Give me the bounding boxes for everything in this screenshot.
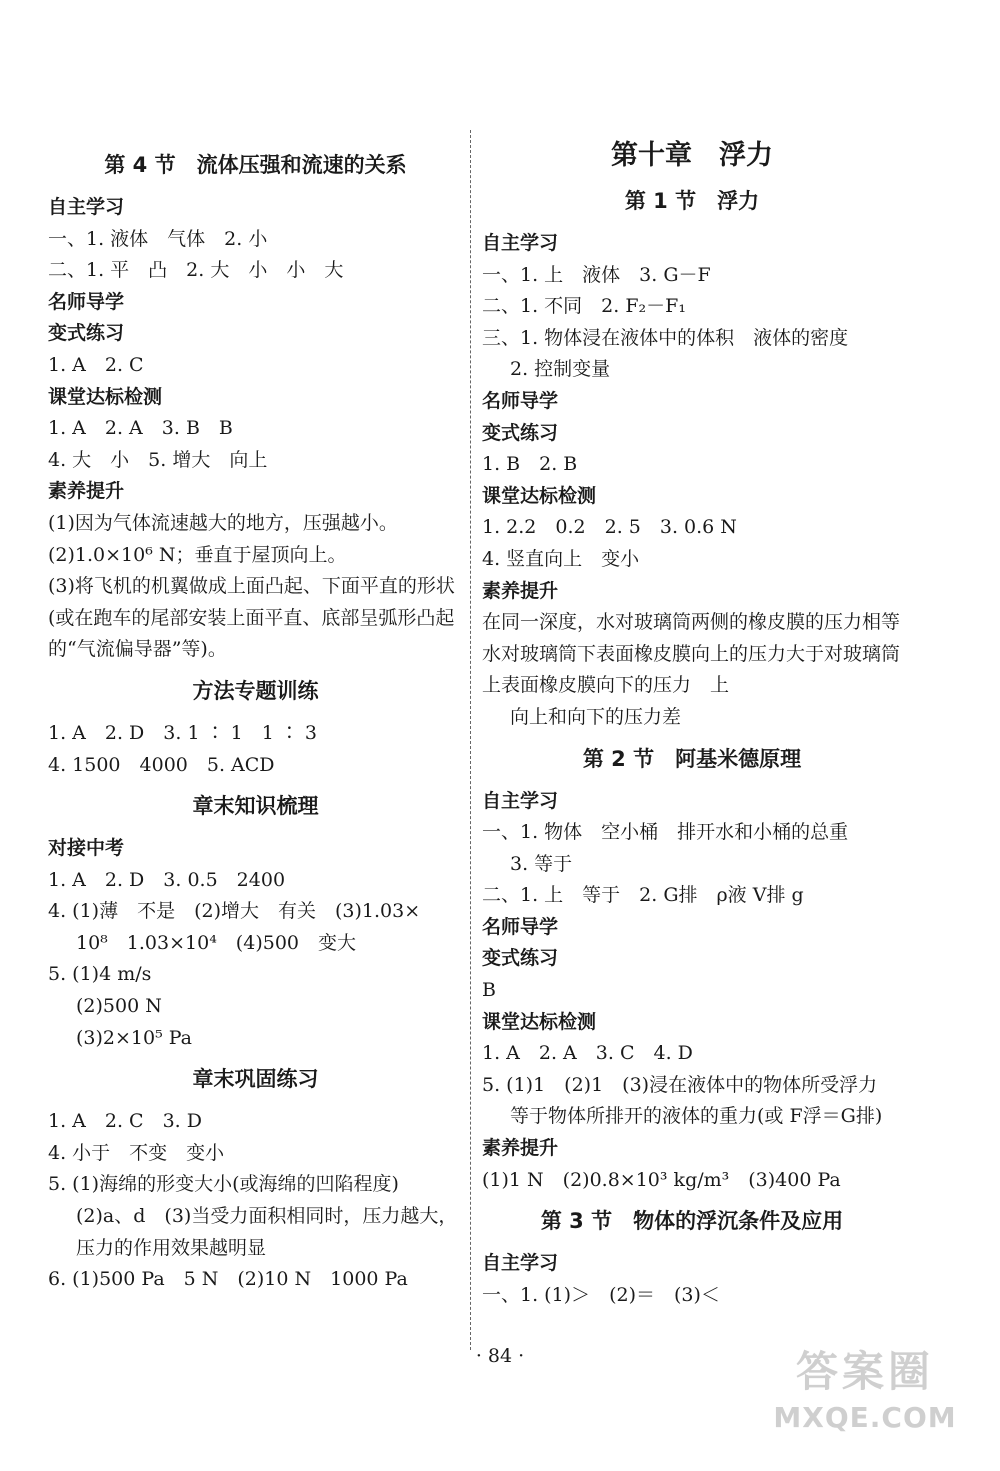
- section-title: 第 4 节 流体压强和流速的关系: [104, 153, 407, 177]
- watermark-site: MXQE.COM: [773, 1401, 957, 1434]
- answer-line: 压力的作用效果越明显: [76, 1236, 267, 1259]
- answer-line: 向上和向下的压力差: [510, 705, 682, 728]
- subsection-heading: 自主学习: [482, 232, 559, 254]
- right-column: [482, 140, 920, 1311]
- answer-line: 1. 2.2 0.2 2. 5 3. 0.6 N: [482, 516, 737, 539]
- column-divider: [470, 130, 471, 1350]
- answer-line: 二、1. 平 凸 2. 大 小 小 大: [48, 259, 344, 282]
- answer-paragraph: 在同一深度，水对玻璃筒两侧的橡皮膜的压力相等 水对玻璃筒下表面橡皮膜向上的压力大于对玻璃筒上表面橡皮膜向下的压力 上: [482, 611, 920, 697]
- answer-line: 4. (1)薄 不是 (2)增大 有关 (3)1.03×: [48, 900, 421, 923]
- subsection-heading: 素养提升: [482, 579, 559, 602]
- subsection-heading: 课堂达标检测: [482, 484, 597, 507]
- answer-line: 2. 控制变量: [510, 358, 611, 381]
- section-content: [482, 1248, 902, 1311]
- answer-line: 二、1. 不同 2. F₂－F₁: [482, 295, 686, 318]
- section-content: [48, 718, 463, 781]
- subsection-heading: 对接中考: [48, 837, 125, 860]
- section-content: [48, 833, 463, 1054]
- answer-line: 4. 小于 不变 变小: [48, 1141, 225, 1164]
- answer-line: 一、1. 物体 空小桶 排开水和小桶的总重: [482, 821, 849, 844]
- watermark: [760, 1343, 970, 1453]
- subsection-heading: 变式练习: [48, 322, 125, 345]
- answer-line: 一、1. (1)＞ (2)＝ (3)＜: [482, 1283, 720, 1306]
- section-content: [48, 192, 463, 666]
- watermark-logo: 答案圈: [795, 1347, 934, 1396]
- answer-line: 6. (1)500 Pa 5 N (2)10 N 1000 Pa: [48, 1268, 408, 1291]
- answer-line: (2)500 N: [76, 995, 162, 1018]
- answer-line: (1)1 N (2)0.8×10³ kg/m³ (3)400 Pa: [482, 1168, 841, 1191]
- answer-line: 一、1. 上 液体 3. G－F: [482, 263, 711, 286]
- answer-line: 4. 大 小 5. 增大 向上: [48, 448, 268, 471]
- subsection-heading: 自主学习: [482, 789, 559, 812]
- answer-line: 5. (1)4 m/s: [48, 963, 152, 986]
- chapter-title: 第十章 浮力: [611, 140, 773, 171]
- answer-line: (1)因为气体流速越大的地方，压强越小。: [48, 511, 398, 534]
- subsection-heading: 课堂达标检测: [482, 1010, 597, 1033]
- answer-line: 1. A 2. C: [48, 353, 144, 376]
- subsection-heading: 名师导学: [482, 389, 559, 412]
- subsection-heading: 变式练习: [482, 421, 559, 444]
- answer-paragraph: (3)将飞机的机翼做成上面凸起、下面平直的形状(或在跑车的尾部安装上面平直、底部呈弧形凸起的“气流偏导器”等)。: [48, 575, 455, 661]
- answer-line: 1. A 2. C 3. D: [48, 1110, 202, 1133]
- section-content: [48, 1106, 463, 1296]
- answer-line: 5. (1)1 (2)1 (3)浸在液体中的物体所受浮力: [482, 1073, 878, 1096]
- section-title: 方法专题训练: [192, 678, 319, 703]
- answer-line: 1. A 2. A 3. B B: [48, 417, 233, 440]
- answer-line: 一、1. 液体 气体 2. 小: [48, 227, 268, 250]
- answer-line: (2)a、d (3)当受力面积相同时，压力越大，: [76, 1205, 458, 1228]
- section-title: 第 3 节 物体的浮沉条件及应用: [540, 1209, 844, 1234]
- answer-line: (3)2×10⁵ Pa: [76, 1026, 193, 1049]
- section-title: 章末知识梳理: [192, 794, 319, 819]
- answer-line: 10⁸ 1.03×10⁴ (4)500 变大: [76, 931, 356, 954]
- answer-line: 二、1. 上 等于 2. G排 ρ液 V排 g: [482, 884, 804, 907]
- answer-line: 1. A 2. D 3. 0.5 2400: [48, 868, 286, 891]
- subsection-heading: 素养提升: [48, 480, 125, 503]
- section-content: [482, 228, 920, 734]
- answer-line: 3. 等于: [510, 852, 573, 875]
- answer-line: B: [482, 979, 496, 1002]
- left-column: [48, 140, 463, 1296]
- subsection-heading: 名师导学: [482, 915, 559, 938]
- section-content: [482, 786, 902, 1197]
- section-title: 章末巩固练习: [192, 1067, 319, 1092]
- subsection-heading: 素养提升: [482, 1137, 559, 1160]
- answer-line: 4. 1500 4000 5. ACD: [48, 753, 275, 776]
- page-number: · 84 ·: [475, 1345, 525, 1367]
- answer-line: 三、1. 物体浸在液体中的体积 液体的密度: [482, 326, 849, 349]
- answer-line: 4. 竖直向上 变小: [482, 547, 640, 570]
- answer-line: 1. A 2. D 3. 1 ∶ 1 1 ∶ 3: [48, 721, 317, 744]
- answer-line: 等于物体所排开的液体的重力(或 F浮＝G排): [510, 1105, 883, 1128]
- section-title: 第 2 节 阿基米德原理: [582, 746, 802, 771]
- subsection-heading: 课堂达标检测: [48, 385, 163, 408]
- answer-line: 1. B 2. B: [482, 453, 578, 476]
- section-title: 第 1 节 浮力: [624, 189, 760, 213]
- subsection-heading: 自主学习: [48, 196, 125, 218]
- answer-line: 1. A 2. A 3. C 4. D: [482, 1042, 693, 1065]
- answer-line: 5. (1)海绵的形变大小(或海绵的凹陷程度): [48, 1173, 399, 1196]
- subsection-heading: 名师导学: [48, 290, 125, 313]
- answer-line: (2)1.0×10⁶ N；垂直于屋顶向上。: [48, 543, 347, 566]
- subsection-heading: 变式练习: [482, 947, 559, 970]
- subsection-heading: 自主学习: [482, 1252, 559, 1275]
